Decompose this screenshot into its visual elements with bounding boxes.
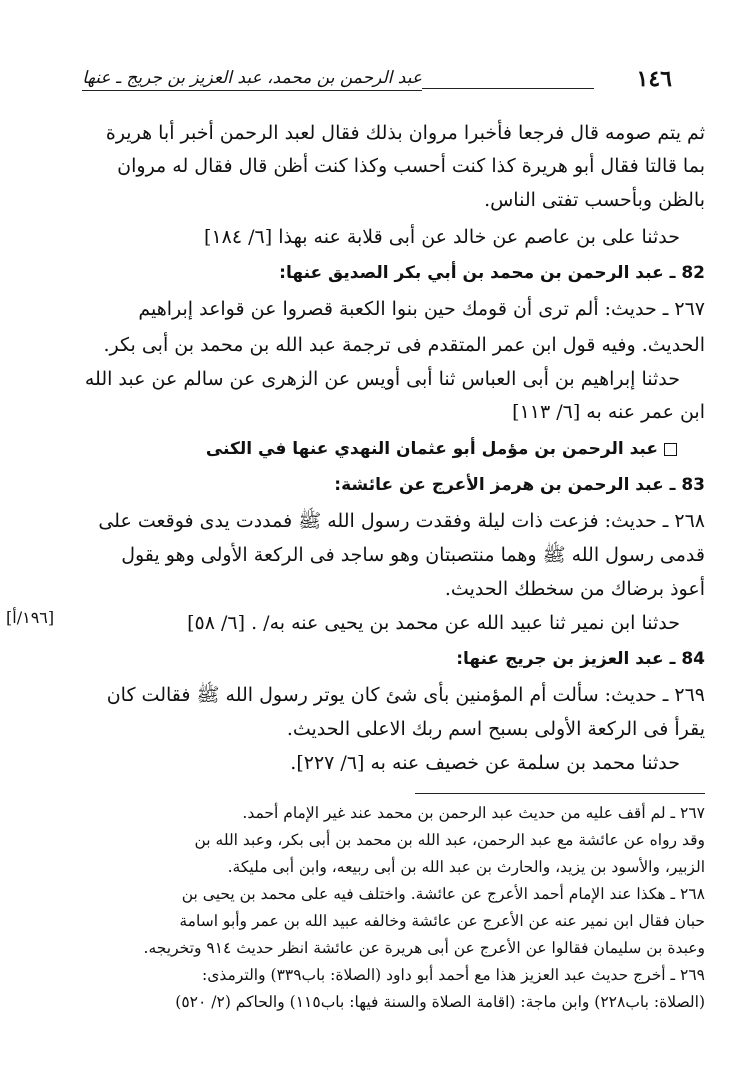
running-title: عبد الرحمن بن محمد، عبد العزيز بن جريج ـ عنها (82, 68, 422, 91)
footnote-line: الزبير، والأسود بن يزيد، والحارث بن عبد الله بن أبى ربيعه، وابن أبى مليكة. (227, 858, 705, 876)
section-heading-84: 84 ـ عبد العزيز بن جريج عنها: (456, 649, 705, 669)
footnote-line: وقد رواه عن عائشة مع عبد الرحمن، عبد الله بن محمد بن أبى بكر، وعبد الله بن (194, 831, 705, 849)
section-heading-83: 83 ـ عبد الرحمن بن هرمز الأعرج عن عائشة: (334, 475, 705, 495)
text-line: بما قالتا فقال أبو هريرة كذا كنت أحسب وكذا كنت أظن قال فقال له مروان (117, 155, 705, 177)
hadith-267: ٢٦٧ ـ حديث: ألم ترى أن قومك حين بنوا الكعبة قصروا عن قواعد إبراهيم (138, 298, 705, 320)
header-rule (422, 88, 594, 89)
footnote-269: ٢٦٩ ـ أخرج حديث عبد العزيز هذا مع أحمد أبو داود (الصلاة: باب٣٣٩) والترمذى: (202, 966, 705, 984)
text-line: ثم يتم صومه قال فرجعا فأخبرا مروان بذلك فقال لعبد الرحمن أخبر أبا هريرة (105, 122, 705, 144)
isnad-line: حدثنا على بن عاصم عن خالد عن أبى قلابة عنه بهذا [٦/ ١٨٤] (204, 226, 680, 248)
page-number: ١٤٦ (636, 66, 672, 92)
footnote-line: وعبدة بن سليمان فقالوا عن الأعرج عن أبى هريرة عن عائشة انظر حديث ٩١٤ وتخريجه. (143, 939, 705, 957)
text-line: ابن عمر عنه به [٦/ ١١٣] (512, 401, 705, 423)
footnote-line: حبان فقال ابن نمير عنه عن الأعرج عن عائشة وخالفه عبيد الله بن عمر وأبو اسامة (179, 912, 705, 930)
footnote-268: ٢٦٨ ـ هكذا عند الإمام أحمد الأعرج عن عائشة. واختلف فيه على محمد بن يحيى بن (181, 885, 705, 903)
kunya-reference-label: عبد الرحمن بن مؤمل أبو عثمان النهدي عنها في الكنى (205, 439, 658, 459)
text-line: الحديث. وفيه قول ابن عمر المتقدم فى ترجمة عبد الله بن محمد بن أبى بكر. (103, 334, 705, 356)
isnad-line: حدثنا محمد بن سلمة عن خصيف عنه به [٦/ ٢٢٧]. (290, 752, 680, 774)
hadith-269: ٢٦٩ ـ حديث: سألت أم المؤمنين بأى شئ كان يوتر رسول الله ﷺ فقالت كان (106, 684, 705, 706)
section-heading-82: 82 ـ عبد الرحمن بن محمد بن أبي بكر الصديق عنها: (279, 263, 705, 283)
text-line: يقرأ فى الركعة الأولى بسبح اسم ربك الاعلى الحديث. (286, 718, 705, 740)
text-line: أعوذ برضاك من سخطك الحديث. (444, 578, 705, 600)
footnote-line: (الصلاة: باب٢٢٨) وابن ماجة: (اقامة الصلاة والسنة فيها: باب١١٥) والحاكم (٢/ ٥٢٠) (175, 993, 705, 1011)
hadith-268: ٢٦٨ ـ حديث: فزعت ذات ليلة وفقدت رسول الله ﷺ فمددت يدى فوقعت على (98, 510, 705, 532)
footnote-267: ٢٦٧ ـ لم أقف عليه من حديث عبد الرحمن بن محمد عند غير الإمام أحمد. (242, 804, 705, 822)
page-header (62, 62, 672, 96)
isnad-line: حدثنا ابن نمير ثنا عبيد الله عن محمد بن يحيى عنه به/ . [٦/ ٥٨] (187, 612, 680, 634)
square-bullet-icon (664, 443, 677, 456)
kunya-reference (52, 434, 677, 464)
margin-folio-note: [١٩٦/أ] (6, 608, 55, 627)
footnote-separator (415, 793, 705, 794)
isnad-line: حدثنا إبراهيم بن أبى العباس ثنا أبى أويس عن الزهرى عن سالم عن عبد الله (84, 368, 680, 390)
text-line: قدمى رسول الله ﷺ وهما منتصبتان وهو ساجد فى الركعة الأولى وهو يقول (121, 544, 705, 566)
text-line: بالظن وبأحسب تفتى الناس. (484, 189, 705, 211)
